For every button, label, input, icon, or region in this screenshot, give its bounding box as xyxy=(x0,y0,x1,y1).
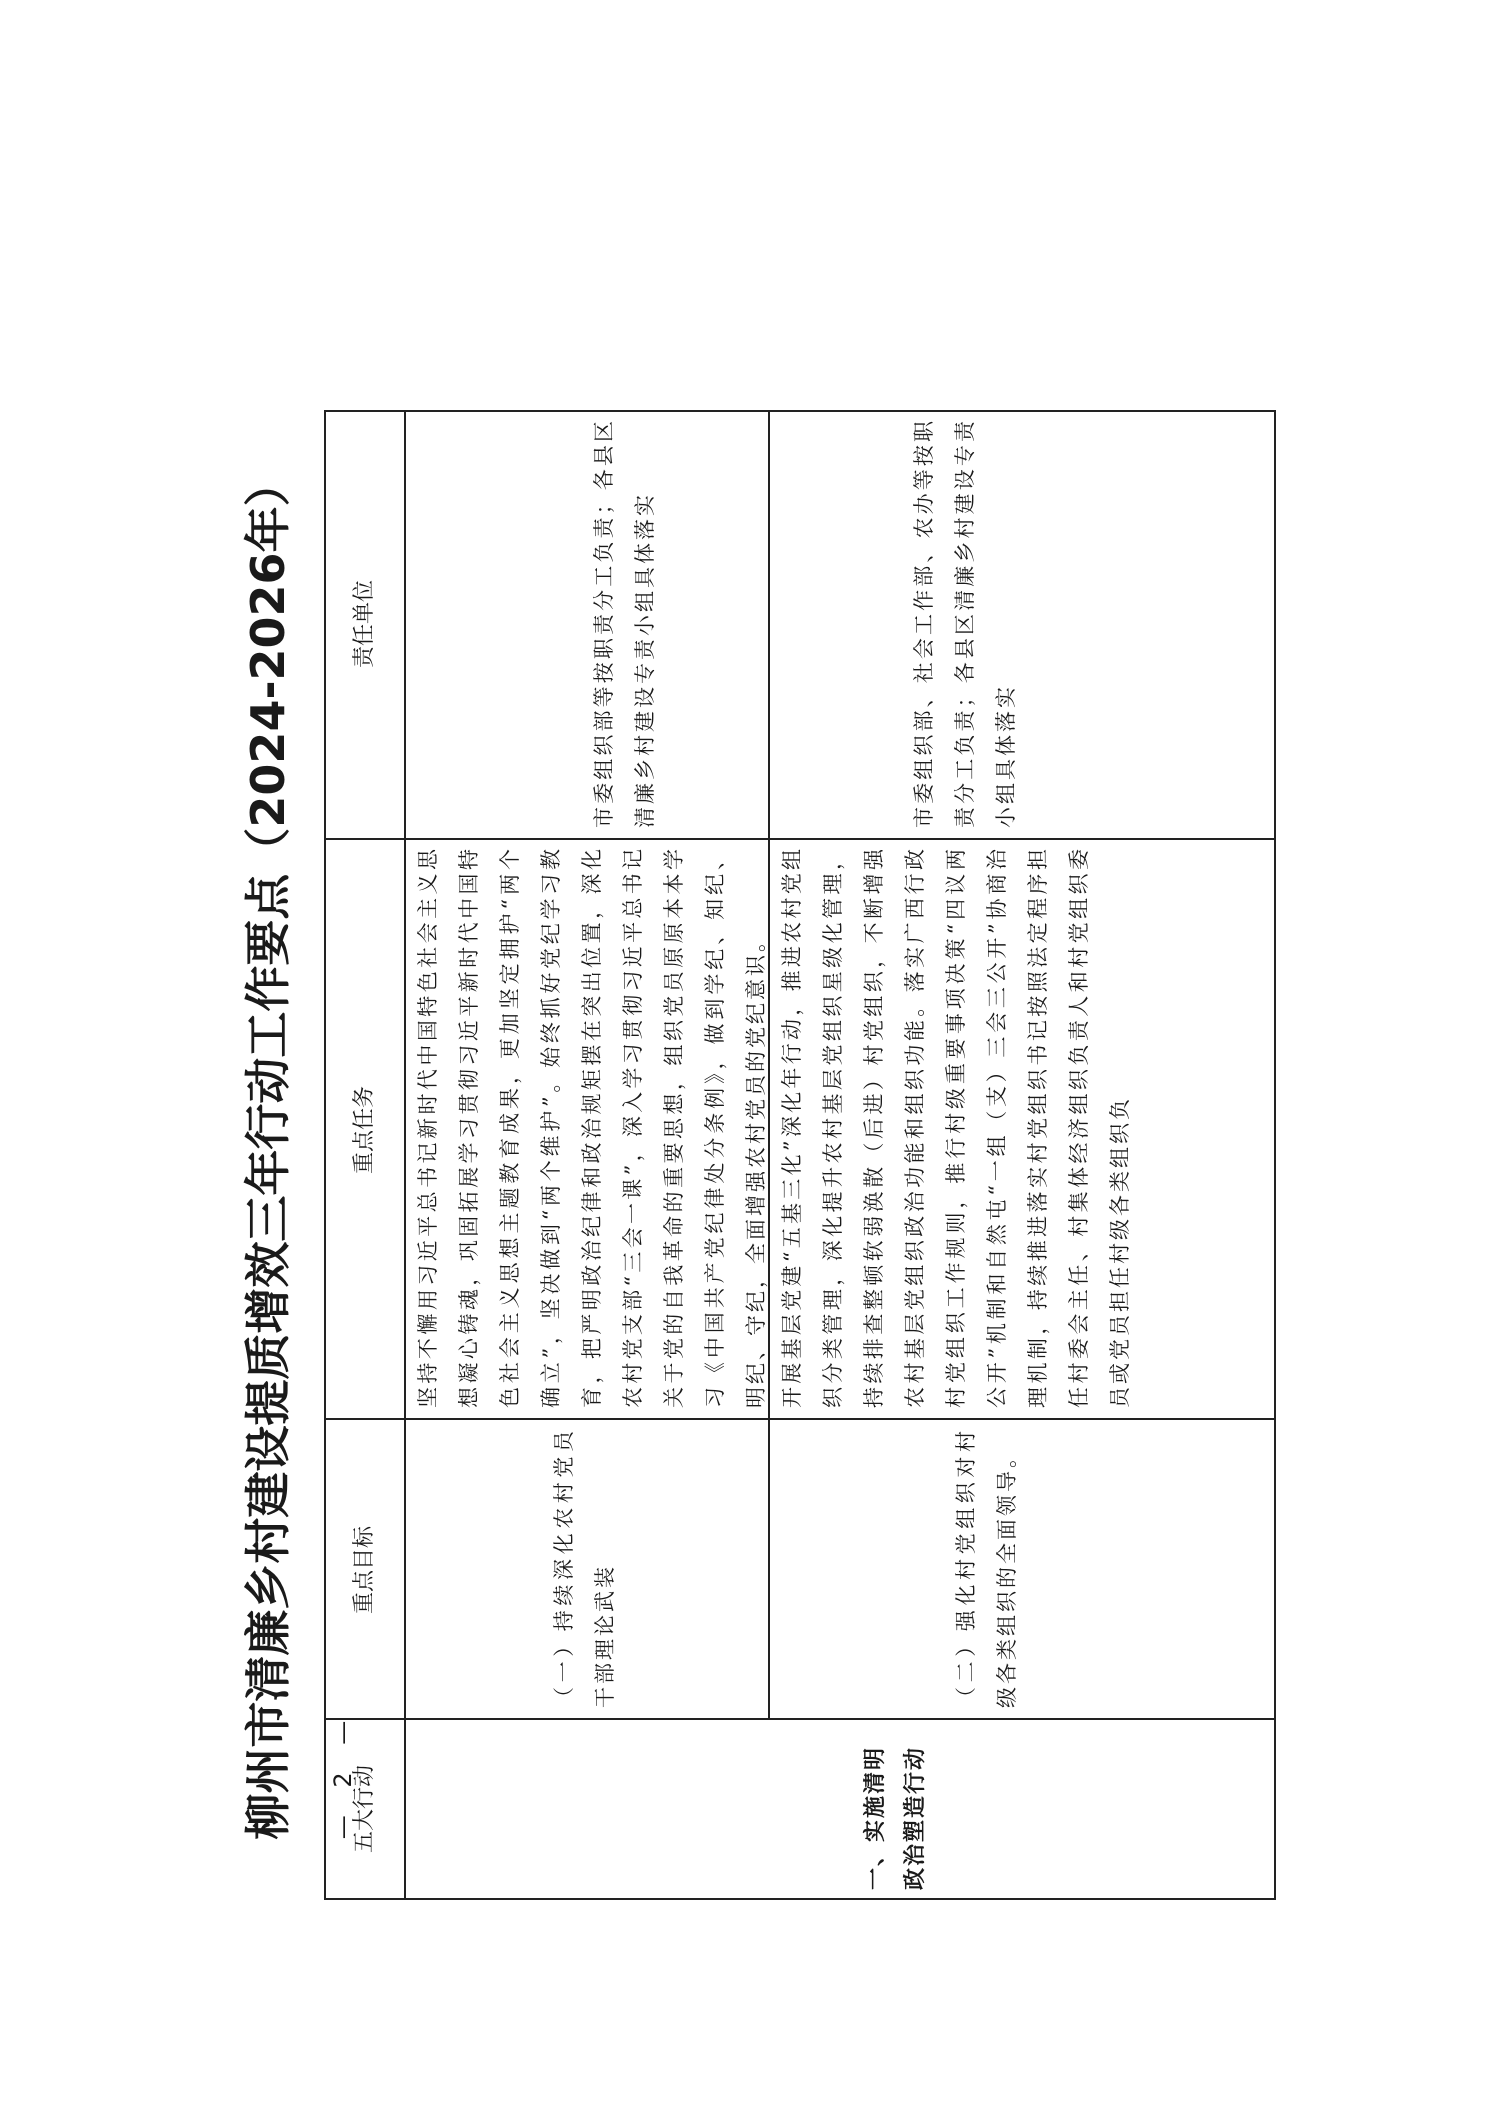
header-key-goals: 重点目标 xyxy=(352,1526,377,1615)
task-text: 坚持不懈用习近平总书记新时代中国特色社会主义思想凝心铸魂，巩固拓展学习贯彻习近平新时代中国特色社会主义思想主题教育成果，更加坚定拥护“两个确立”，坚决做到“两个维护”。始终抓好党纪学习教育，把严明政治纪律和政治规矩摆在突出位置，深化农村党支部“三会一课”，深入学习贯彻习近平总书记关于党的自我革命的重要思想，组织党员原原本本学习《中国共产党纪律处分条例》，做到学纪、知纪、明纪、守纪，全面增强农村党员的党纪意识。 xyxy=(416,846,768,1408)
column-divider xyxy=(326,1418,1274,1420)
goal-text: （一）持续深化农村党员干部理论武装 xyxy=(552,1428,617,1708)
header-five-actions: 五大行动 xyxy=(352,1765,377,1854)
header-key-tasks: 重点任务 xyxy=(352,1086,377,1175)
rotated-page xyxy=(236,400,1286,1900)
work-plan-table xyxy=(324,410,1276,1900)
responsible-unit-text: 市委组织部、社会工作部、农办等按职责分工负责；各县区清廉乡村建设专责小组具体落实 xyxy=(912,418,1018,828)
responsible-unit-text: 市委组织部等按职责分工负责；各县区清廉乡村建设专责小组具体落实 xyxy=(592,418,657,828)
column-divider xyxy=(326,838,1274,840)
header-divider xyxy=(404,412,406,1898)
action-name: 一、实施清明政治塑造行动 xyxy=(863,1745,928,1890)
page-number-wrap xyxy=(323,1710,363,1840)
task-text: 开展基层党建“五基三化”深化年行动，推进农村党组织分类管理，深化提升农村基层党组织星级化管理，持续排查整顿软弱涣散（后进）村党组织，不断增强农村基层党组织政治功能和组织功能。落实广西行政村党组织工作规则，推行村级重要事项决策“四议两公开”机制和自然屯“一组（支）三会三公开”协商治理机制，持续推进落实村党组织书记按照法定程序担任村委会主任、村集体经济组织负责人和村党组织委员或党员担任村级各类组织负 xyxy=(780,846,1132,1408)
header-responsible-units: 责任单位 xyxy=(352,580,377,669)
goal-text: （二）强化村党组织对村级各类组织的全面领导。 xyxy=(954,1428,1019,1708)
page-number: — 2 — xyxy=(329,1710,357,1840)
column-divider xyxy=(326,1718,1274,1720)
page-title: 柳州市清廉乡村建设提质增效三年行动工作要点（2024-2026年） xyxy=(241,460,295,1840)
